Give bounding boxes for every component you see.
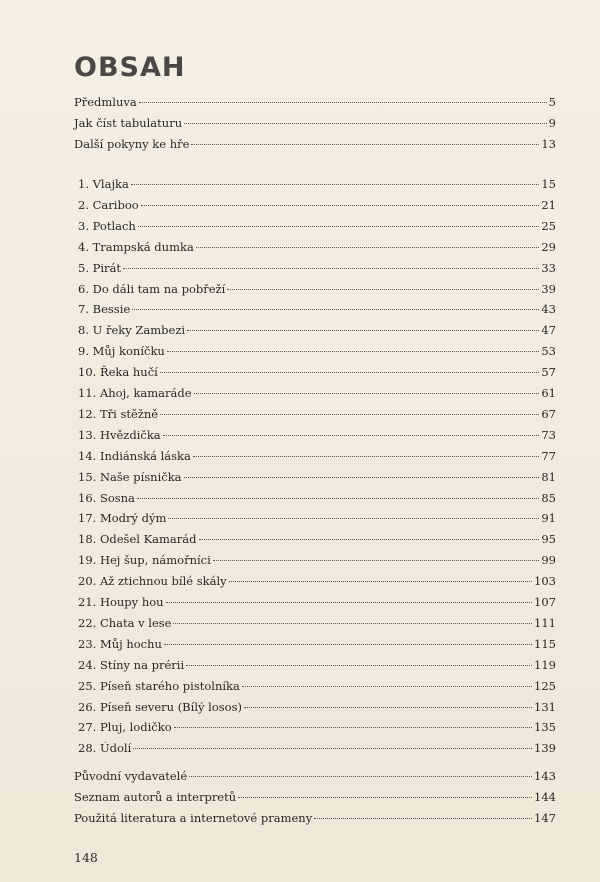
toc-song-entry (78, 615, 556, 631)
toc-song-entry (78, 510, 556, 526)
dot-leader (138, 226, 540, 227)
toc-entry-page-number: 25 (541, 218, 556, 233)
toc-song-entry (78, 406, 556, 422)
toc-entry-page-number: 95 (541, 532, 556, 547)
toc-entry-title: Jak číst tabulaturu (74, 116, 183, 130)
toc-entry-title: 7. Bessie (78, 302, 131, 317)
dot-leader (137, 498, 539, 499)
toc-entry-page-number: 29 (541, 239, 556, 254)
toc-front-entry (74, 115, 556, 131)
toc-entry-page-number: 47 (541, 323, 556, 338)
dot-leader (229, 581, 532, 582)
toc-song-entry (78, 343, 556, 359)
dot-leader (186, 665, 532, 666)
toc-entry-page-number: 53 (541, 344, 556, 359)
toc-entry-title: 12. Tři stěžně (78, 406, 159, 421)
toc-entry-page-number: 13 (541, 137, 556, 151)
toc-entry-page-number: 147 (534, 811, 556, 825)
dot-leader (141, 205, 540, 206)
toc-song-entry (78, 657, 556, 673)
toc-entry-title: 28. Údolí (78, 741, 132, 756)
toc-entry-page-number: 61 (541, 386, 556, 400)
toc-song-entry (78, 636, 556, 652)
toc-front-entry (74, 136, 556, 152)
toc-entry-page-number: 77 (541, 448, 556, 463)
toc-entry-page-number: 143 (534, 769, 556, 783)
toc-entry-title: 20. Až ztichnou bílé skály (78, 574, 227, 589)
toc-song-entry (78, 699, 556, 715)
dot-leader (238, 797, 532, 798)
toc-song-entry (78, 197, 556, 213)
toc-entry-page-number: 111 (534, 615, 556, 630)
toc-entry-page-number: 85 (541, 490, 556, 505)
dot-leader (193, 456, 540, 457)
toc-song-entry (78, 594, 556, 610)
toc-song-entry (78, 218, 556, 234)
toc-entry-title: 1. Vlajka (78, 177, 129, 191)
toc-entry-title: 10. Řeka hučí (78, 365, 158, 380)
toc-song-entry (78, 322, 556, 338)
dot-leader (166, 602, 532, 603)
toc-entry-title: 4. Trampská dumka (78, 239, 194, 254)
toc-entry-page-number: 139 (534, 741, 556, 756)
toc-entry-page-number: 81 (541, 469, 556, 484)
toc-song-entry (78, 490, 556, 506)
dot-leader (187, 330, 539, 331)
toc-song-entry (78, 531, 556, 547)
dot-leader (173, 623, 532, 624)
toc-entry-title: Původní vydavatelé (74, 769, 188, 783)
dot-leader (174, 727, 532, 728)
toc-entry-title: 3. Potlach (78, 218, 136, 233)
toc-entry-title: 19. Hej šup, námořníci (78, 553, 211, 568)
toc-entry-title: 2. Cariboo (78, 197, 139, 212)
toc-front-entry (74, 94, 556, 110)
toc-entry-page-number: 119 (534, 657, 556, 672)
dot-leader (163, 435, 540, 436)
dot-leader (227, 289, 539, 290)
dot-leader (191, 144, 539, 145)
page-title: OBSAH (74, 52, 186, 83)
toc-entry-title: 24. Stíny na prérii (78, 657, 185, 672)
toc-back-entry (74, 768, 556, 784)
toc-song-entry (78, 364, 556, 380)
toc-entry-title: 11. Ahoj, kamaráde (78, 386, 192, 400)
toc-song-entry (78, 469, 556, 485)
toc-entry-page-number: 33 (541, 260, 556, 275)
toc-entry-page-number: 144 (534, 790, 556, 804)
toc-entry-page-number: 43 (541, 302, 556, 317)
toc-back-entry (74, 789, 556, 805)
toc-entry-title: 13. Hvězdička (78, 427, 161, 442)
toc-entry-page-number: 99 (541, 553, 556, 568)
toc-back-entry (74, 810, 556, 826)
dot-leader (213, 560, 540, 561)
toc-entry-title: 15. Naše písnička (78, 469, 182, 484)
toc-entry-title: Další pokyny ke hře (74, 137, 190, 151)
page-number: 148 (74, 850, 98, 865)
toc-entry-title: 6. Do dáli tam na pobřeží (78, 281, 226, 296)
toc-song-entry (78, 719, 556, 735)
toc-song-entry (78, 281, 556, 297)
toc-entry-page-number: 15 (541, 177, 556, 191)
dot-leader (167, 351, 540, 352)
toc-entry-title: 16. Sosna (78, 490, 135, 505)
dot-leader (160, 372, 540, 373)
toc-song-entry (78, 552, 556, 568)
toc-song-entry (78, 239, 556, 255)
toc-entry-title: 23. Můj hochu (78, 636, 162, 651)
toc-song-entry (78, 740, 556, 756)
toc-entry-page-number: 57 (541, 365, 556, 380)
toc-entry-page-number: 91 (541, 511, 556, 526)
toc-song-entry (78, 678, 556, 694)
toc-song-entry (78, 260, 556, 276)
toc-entry-page-number: 107 (534, 595, 556, 609)
dot-leader (168, 518, 539, 519)
dot-leader (196, 247, 540, 248)
dot-leader (184, 477, 540, 478)
toc-entry-title: 5. Pirát (78, 260, 122, 275)
toc-song-entry (78, 448, 556, 464)
toc-entry-title: 9. Můj koníčku (78, 344, 165, 359)
toc-entry-title: 26. Píseň severu (Bílý losos) (78, 699, 242, 714)
toc-song-entry (78, 176, 556, 192)
toc-entry-title: Seznam autorů a interpretů (74, 790, 237, 804)
toc-entry-page-number: 9 (548, 116, 556, 130)
toc-entry-title: 17. Modrý dým (78, 511, 167, 526)
toc-entry-page-number: 39 (541, 281, 556, 296)
toc-entry-title: Použitá literatura a internetové prameny (74, 811, 313, 825)
toc-entry-page-number: 103 (534, 574, 556, 589)
toc-entry-page-number: 5 (548, 95, 556, 109)
dot-leader (164, 644, 532, 645)
toc-entry-page-number: 21 (541, 197, 556, 212)
dot-leader (314, 818, 532, 819)
toc-entry-title: 21. Houpy hou (78, 595, 164, 609)
toc-song-entry (78, 427, 556, 443)
dot-leader (184, 123, 547, 124)
toc-entry-title: 18. Odešel Kamarád (78, 532, 197, 547)
toc-entry-title: 22. Chata v lese (78, 615, 172, 630)
toc-entry-title: 27. Pluj, lodičko (78, 720, 172, 735)
toc-entry-title: Předmluva (74, 95, 137, 109)
toc-entry-page-number: 73 (541, 427, 556, 442)
toc-entry-page-number: 131 (534, 699, 556, 714)
dot-leader (199, 539, 540, 540)
dot-leader (189, 776, 532, 777)
dot-leader (139, 102, 547, 103)
toc-song-entry (78, 301, 556, 317)
dot-leader (194, 393, 540, 394)
dot-leader (133, 748, 532, 749)
dot-leader (244, 707, 532, 708)
toc-entry-page-number: 135 (534, 720, 556, 735)
dot-leader (123, 268, 539, 269)
toc-entry-title: 25. Píseň starého pistolníka (78, 678, 240, 693)
dot-leader (132, 309, 539, 310)
toc-entry-page-number: 67 (541, 406, 556, 421)
toc-entry-page-number: 115 (534, 636, 556, 651)
toc-entry-title: 14. Indiánská láska (78, 448, 191, 463)
toc-entry-title: 8. U řeky Zambezi (78, 323, 186, 338)
toc-song-entry (78, 385, 556, 401)
dot-leader (160, 414, 539, 415)
toc-entry-page-number: 125 (534, 678, 556, 693)
dot-leader (131, 184, 540, 185)
dot-leader (242, 686, 532, 687)
toc-song-entry (78, 573, 556, 589)
